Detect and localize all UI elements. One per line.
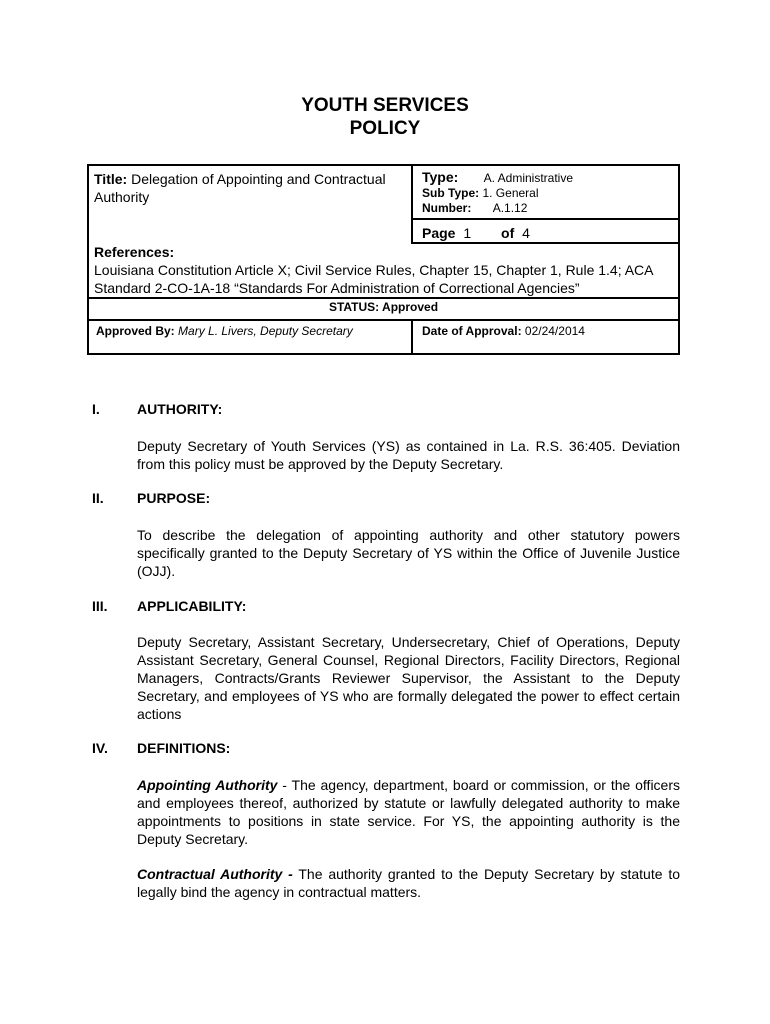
definition-appointing-authority xyxy=(137,776,680,848)
subtype-value: 1. General xyxy=(482,186,539,200)
number-label: Number: xyxy=(422,201,472,215)
page-label: Page xyxy=(422,225,456,241)
status-value: Approved xyxy=(382,300,439,314)
references-label: References: xyxy=(94,244,175,260)
cell-divider xyxy=(89,319,678,321)
page-count xyxy=(422,224,530,242)
section-text: Deputy Secretary of Youth Services (YS) as contained in La. R.S. 36:405. Deviation from this policy must be approved by the Deputy Secretary. xyxy=(137,438,680,472)
type-value: A. Administrative xyxy=(483,171,574,185)
approval-date-label: Date of Approval: xyxy=(422,324,522,338)
references-cell xyxy=(94,243,679,297)
cell-divider xyxy=(411,166,413,244)
definition-contractual-authority xyxy=(137,865,680,901)
document-title xyxy=(0,94,770,140)
definition-term: Contractual Authority - xyxy=(137,866,293,882)
section-heading: APPLICABILITY: xyxy=(137,598,247,614)
section-number: IV. xyxy=(92,740,108,756)
number-row xyxy=(422,201,672,216)
definition-text: The authority granted to the Deputy Secretary by statute to legally bind the agency in contractual matters. xyxy=(137,866,681,900)
type-label: Type: xyxy=(422,169,459,185)
section-number: III. xyxy=(92,598,108,614)
page-number: 1 xyxy=(463,225,472,241)
approved-by xyxy=(96,323,353,339)
cell-divider xyxy=(411,218,678,220)
status-label: STATUS: xyxy=(328,300,380,314)
title-value: Delegation of Appointing and Contractual Authority xyxy=(94,171,386,205)
page-total: 4 xyxy=(522,225,530,241)
definition-term: Appointing Authority xyxy=(137,777,278,793)
number-value: A.1.12 xyxy=(492,201,528,215)
title-line-2: POLICY xyxy=(349,118,421,139)
status-row xyxy=(89,299,678,315)
cell-divider xyxy=(411,319,413,353)
type-cell xyxy=(422,170,672,216)
title-line-1: YOUTH SERVICES xyxy=(301,95,469,116)
of-label: of xyxy=(501,225,515,241)
section-text: Deputy Secretary, Assistant Secretary, Undersecretary, Chief of Operations, Deputy Assistant Secretary, General Counsel, Regional Directors, Facility Directors, Regional Managers, Contracts/Grants Reviewer Supervisor, the Assistant to the Deputy Secretary, and employees of YS who are formally delegated the power to effect certain actions xyxy=(137,634,680,722)
type-row xyxy=(422,170,672,186)
approval-date xyxy=(422,323,585,339)
section-text: To describe the delegation of appointing authority and other statutory powers specifically granted to the Deputy Secretary of YS within the Office of Juvenile Justice (OJJ). xyxy=(137,527,680,579)
section-number: I. xyxy=(92,401,100,417)
approved-by-value: Mary L. Livers, Deputy Secretary xyxy=(178,324,353,338)
policy-header-table xyxy=(87,164,680,355)
section-number: II. xyxy=(92,490,104,506)
references-value: Louisiana Constitution Article X; Civil Service Rules, Chapter 15, Chapter 1, Rule 1.4; ACA Standard 2-CO-1A-18 “Standards For Administration of Correctional Agencies” xyxy=(94,262,653,296)
title-cell xyxy=(94,170,409,206)
approval-date-value: 02/24/2014 xyxy=(524,324,585,338)
approved-by-label: Approved By: xyxy=(96,324,175,338)
definition-text: - The agency, department, board or commission, or the officers and employees thereof, authorized by statute or lawfully delegated authority to make appointments to positions in state service. For YS, the appointing authority is the Deputy Secretary. xyxy=(137,777,681,847)
subtype-label: Sub Type: xyxy=(422,186,480,200)
section-heading: PURPOSE: xyxy=(137,490,211,506)
subtype-row xyxy=(422,186,672,201)
section-heading: AUTHORITY: xyxy=(137,401,223,417)
title-label: Title: xyxy=(94,171,128,187)
section-heading: DEFINITIONS: xyxy=(137,740,231,756)
